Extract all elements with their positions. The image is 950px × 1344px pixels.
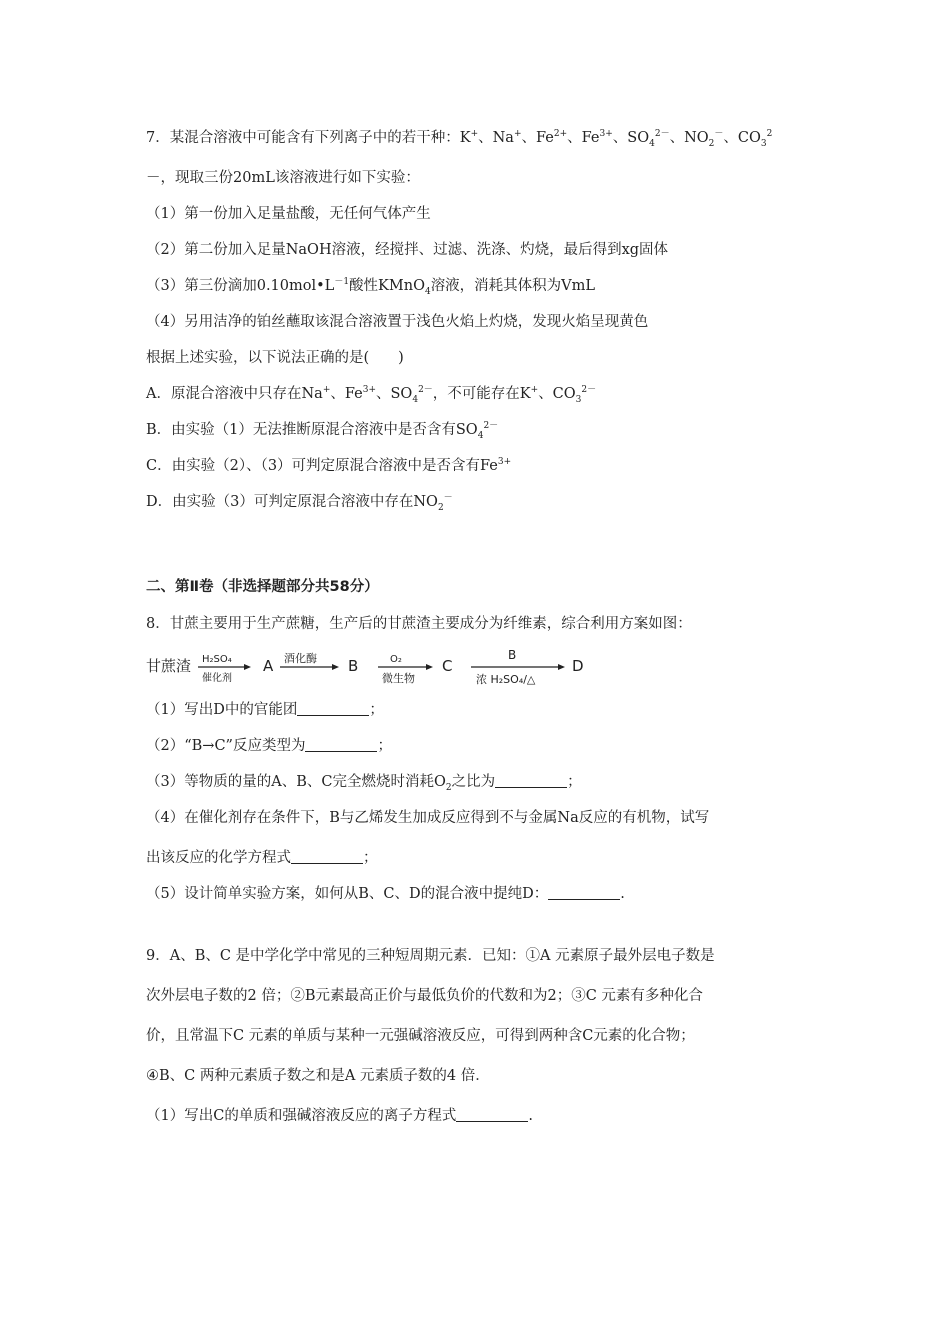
answer-blank[interactable]: [456, 1107, 528, 1122]
scheme-node-b: B: [348, 657, 359, 675]
q7-option-b: B．由实验（1）无法推断原混合溶液中是否含有$SO_4^{2-}$: [146, 421, 499, 441]
q7-stem-line2: －，现取三份20mL该溶液进行如下实验：: [146, 170, 420, 186]
q7-option-a: A．原混合溶液中只存在Na+、$Fe^{3+}$、$SO_4^{2-}$，不可能存在K+、$CO_3^{2-}$: [146, 385, 597, 405]
scheme-arrow1-head: [244, 664, 251, 670]
q7-option-c: C．由实验（2）、（3）可判定原混合溶液中是否含有$Fe^{3+}$: [146, 457, 512, 474]
q8-part-3: （3）等物质的量的A、B、C完全燃烧时消耗$O_2$之比为 ；: [146, 774, 582, 793]
scheme-arrow2-top: 酒化酶: [284, 652, 317, 665]
q7-experiment-1: （1）第一份加入足量盐酸，无任何气体产生: [146, 206, 431, 222]
scheme-start: 甘蔗渣: [146, 657, 192, 675]
q8-stem: 8．甘蔗主要用于生产蔗糖，生产后的甘蔗渣主要成分为纤维素，综合利用方案如图：: [146, 616, 692, 632]
answer-blank[interactable]: [548, 885, 620, 900]
answer-blank[interactable]: [495, 773, 567, 788]
q7-experiment-4: （4）另用洁净的铂丝蘸取该混合溶液置于浅色火焰上灼烧，发现火焰呈现黄色: [146, 314, 649, 330]
q9-part-1: （1）写出C的单质和强碱溶液反应的离子方程式 .: [146, 1108, 533, 1124]
scheme-arrow3-top: O₂: [390, 654, 402, 665]
q8-part-1: （1）写出D中的官能团 ；: [146, 702, 384, 718]
q7-experiment-3: （3）第三份滴加$0.10mol•L^{-1}$酸性KMnO$_4$溶液，消耗其体积为VmL: [146, 277, 596, 297]
answer-blank[interactable]: [291, 849, 363, 864]
q7-question: 根据上述实验，以下说法正确的是( ): [146, 350, 404, 366]
scheme-node-c: C: [442, 657, 453, 675]
scheme-arrow4-top: B: [508, 648, 517, 662]
q8-part-2: （2）“B→C”反应类型为 ；: [146, 738, 392, 754]
scheme-node-d: D: [572, 657, 584, 675]
scheme-arrow3-head: [426, 664, 433, 670]
reaction-scheme: [146, 645, 596, 691]
answer-blank[interactable]: [305, 737, 377, 752]
scheme-arrow4-head: [558, 664, 565, 670]
q7-option-d: D．由实验（3）可判定原混合溶液中存在$NO_2^-$: [146, 493, 453, 513]
q9-line4: ④B、C 两种元素质子数之和是A 元素质子数的4 倍．: [146, 1068, 490, 1084]
scheme-arrow3-bottom: 微生物: [382, 672, 415, 685]
q8-part-4-line2: 出该反应的化学方程式 ；: [146, 850, 378, 866]
scheme-arrow1-top: H₂SO₄: [202, 654, 232, 665]
section-2-title: 二、第Ⅱ卷（非选择题部分共58分）: [146, 579, 379, 595]
scheme-arrow4-bottom: 浓 H₂SO₄/△: [476, 673, 536, 686]
answer-blank[interactable]: [297, 701, 369, 716]
q9-line1: 9．A、B、C 是中学化学中常见的三种短周期元素．已知：①A 元素原子最外层电子数是: [146, 948, 715, 964]
q9-line3: 价，且常温下C 元素的单质与某种一元强碱溶液反应，可得到两种含C元素的化合物；: [146, 1028, 695, 1044]
q7-stem-line1: 7．某混合溶液中可能含有下列离子中的若干种：K+、Na+、$Fe^{2+}$、$Fe^{3+}$、$SO_4^{2-}$、$NO_2^-$、$CO_3^2$: [146, 129, 773, 149]
q8-part-5: （5）设计简单实验方案，如何从B、C、D的混合液中提纯D： .: [146, 886, 625, 902]
q8-part-4-line1: （4）在催化剂存在条件下，B与乙烯发生加成反应得到不与金属Na反应的有机物，试写: [146, 810, 710, 826]
scheme-arrow1-bottom: 催化剂: [202, 673, 232, 684]
q9-line2: 次外层电子数的2 倍；②B元素最高正价与最低负价的代数和为2；③C 元素有多种化合: [146, 988, 703, 1004]
q7-experiment-2: （2）第二份加入足量NaOH溶液，经搅拌、过滤、洗涤、灼烧，最后得到xg固体: [146, 242, 669, 258]
scheme-arrow2-head: [332, 664, 339, 670]
scheme-node-a: A: [263, 657, 274, 675]
